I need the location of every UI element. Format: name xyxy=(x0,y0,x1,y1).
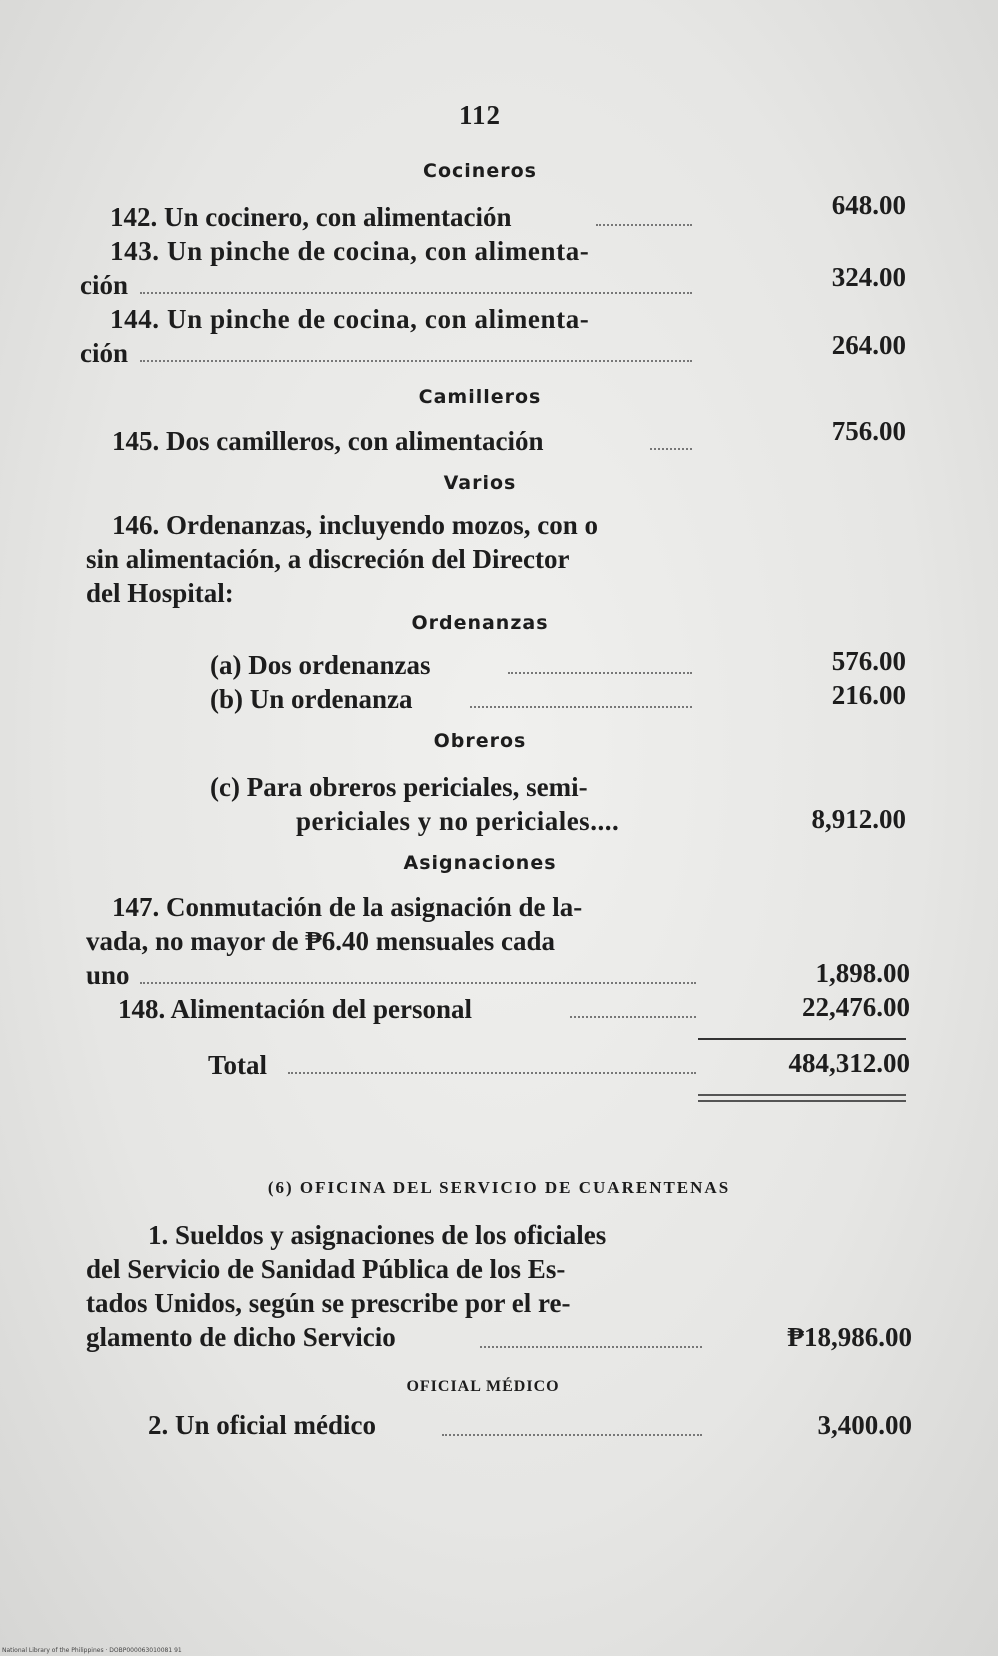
item-c-amount: 8,912.00 xyxy=(811,804,906,834)
total-rule xyxy=(698,1038,906,1040)
leader-dots xyxy=(470,706,692,708)
leader-dots xyxy=(650,448,692,450)
leader-dots xyxy=(508,672,692,674)
item-143-line2: ción xyxy=(80,270,129,300)
item-143-line1: 143. Un pinche de cocina, con alimenta- xyxy=(110,236,590,266)
leader-dots xyxy=(140,360,692,362)
item-s1-amount: ₱18,986.00 xyxy=(787,1322,912,1352)
item-a-text: (a) Dos ordenanzas xyxy=(210,650,431,680)
item-147-line3: uno xyxy=(86,960,130,990)
item-s2-text: 2. Un oficial médico xyxy=(148,1410,376,1440)
leader-dots xyxy=(140,982,696,984)
item-144-line1: 144. Un pinche de cocina, con alimenta- xyxy=(110,304,590,334)
item-145-amount: 756.00 xyxy=(831,416,906,446)
heading-ordenanzas: Ordenanzas xyxy=(411,612,549,634)
total-amount: 484,312.00 xyxy=(788,1048,910,1078)
heading-obreros: Obreros xyxy=(433,730,527,752)
item-a-amount: 576.00 xyxy=(831,646,906,676)
total-double-rule xyxy=(698,1094,906,1102)
item-146-line1: 146. Ordenanzas, incluyendo mozos, con o xyxy=(112,510,599,540)
leader-dots xyxy=(288,1072,696,1074)
leader-dots xyxy=(570,1016,696,1018)
item-s2-amount: 3,400.00 xyxy=(817,1410,912,1440)
leader-dots xyxy=(140,292,692,294)
item-143-amount: 324.00 xyxy=(831,262,906,292)
heading-varios: Varios xyxy=(443,472,517,494)
scan-footer: National Library of the Philippines · DOBP000063010081 91 xyxy=(2,1647,182,1654)
item-142-text: 142. Un cocinero, con alimentación xyxy=(110,202,512,232)
leader-dots xyxy=(480,1346,702,1348)
item-147-line2: vada, no mayor de ₱6.40 mensuales cada xyxy=(86,926,556,956)
section-heading: (6) OFICINA DEL SERVICIO DE CUARENTENAS xyxy=(267,1178,731,1197)
heading-cocineros: Cocineros xyxy=(423,160,537,182)
item-146-line3: del Hospital: xyxy=(86,578,234,608)
heading-asignaciones: Asignaciones xyxy=(403,852,557,874)
item-145-text: 145. Dos camilleros, con alimentación xyxy=(112,426,544,456)
item-148-amount: 22,476.00 xyxy=(802,992,910,1022)
total-label: Total xyxy=(208,1050,268,1080)
leader-dots xyxy=(596,224,692,226)
item-s1-line3: tados Unidos, según se prescribe por el re- xyxy=(86,1288,571,1318)
item-147-line1: 147. Conmutación de la asignación de la- xyxy=(112,892,583,922)
heading-camilleros: Camilleros xyxy=(418,386,542,408)
item-b-amount: 216.00 xyxy=(831,680,906,710)
item-144-line2: ción xyxy=(80,338,129,368)
item-c-line2: periciales y no periciales.... xyxy=(296,806,620,836)
item-142-amount: 648.00 xyxy=(831,190,906,220)
leader-dots xyxy=(442,1434,702,1436)
item-146-line2: sin alimentación, a discreción del Director xyxy=(86,544,570,574)
item-s1-line4: glamento de dicho Servicio xyxy=(86,1322,396,1352)
item-s1-line2: del Servicio de Sanidad Pública de los Es- xyxy=(86,1254,566,1284)
item-b-text: (b) Un ordenanza xyxy=(210,684,413,714)
item-148-text: 148. Alimentación del personal xyxy=(118,994,473,1024)
item-144-amount: 264.00 xyxy=(831,330,906,360)
page-number: 112 xyxy=(458,100,501,130)
item-c-line1: (c) Para obreros periciales, semi- xyxy=(210,772,588,802)
item-s1-line1: 1. Sueldos y asignaciones de los oficiales xyxy=(148,1220,607,1250)
heading-oficial-medico: OFICIAL MÉDICO xyxy=(406,1378,560,1395)
item-147-amount: 1,898.00 xyxy=(815,958,910,988)
